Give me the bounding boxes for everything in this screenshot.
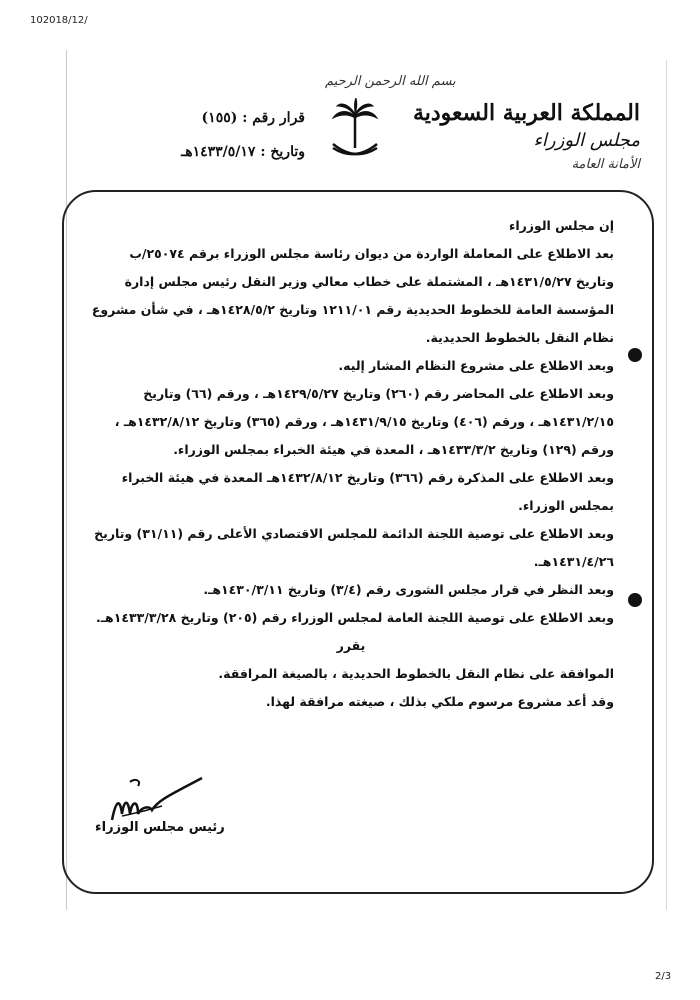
punch-hole-top [628, 348, 642, 362]
page-number: 2/3 [655, 971, 672, 982]
body-paragraph: وبعد الاطلاع على المذكرة رقم (٣٦٦) وتاريخ ١٤٣٢/٨/١٢هـ المعدة في هيئة الخبراء بمجلس الوزراء. [121, 470, 614, 513]
decision-body [88, 212, 614, 716]
kingdom-title: المملكة العربية السعودية [412, 100, 640, 126]
decision-date: وتاريخ : ١٤٣٣/٥/١٧هـ [181, 144, 305, 160]
letterhead [413, 100, 640, 172]
body-paragraph: وبعد الاطلاع على مشروع النظام المشار إليه. [338, 358, 614, 373]
body-paragraph: وبعد النظر في قرار مجلس الشورى رقم (٣/٤) وتاريخ ١٤٣٠/٣/١١هـ. [203, 582, 614, 597]
decision-number: قرار رقم : (١٥٥) [201, 110, 305, 126]
basmala: بسم الله الرحمن الرحيم [325, 74, 456, 89]
body-paragraph: وبعد الاطلاع على المحاضر رقم (٢٦٠) وتاريخ ١٤٢٩/٥/٢٧هـ ، ورقم (٦٦) وتاريخ ١٤٣١/٢/١٥هـ ، ورقم (٤٠٦) وتاريخ ١٤٣١/٩/١٥هـ ، ورقم (٣٦٥) وتاريخ ١٤٣٢/٨/١٢هـ ، ورقم (١٢٩) وتاريخ ١٤٣٣/٣/٢هـ ، المعدة في هيئة الخبراء بمجلس الوزراء. [114, 386, 614, 457]
decision-info [165, 110, 305, 178]
body-paragraph: بعد الاطلاع على المعاملة الواردة من ديوان رئاسة مجلس الوزراء برقم ٢٥٠٧٤/ب وتاريخ ١٤٣١/٥/٢٧هـ ، المشتملة على خطاب معالي وزير النقل رئيس مجلس إدارة المؤسسة العامة للخطوط الحديدية رقم ١٢١١/٠١ وتاريخ ١٤٢٨/٥/٢هـ ، في شأن مشروع نظام النقل بالخطوط الحديدية. [91, 246, 614, 345]
punch-hole-bottom [628, 593, 642, 607]
secretariat-title: الأمانة العامة [571, 157, 640, 172]
body-paragraph: وبعد الاطلاع على توصية اللجنة الدائمة للمجلس الاقتصادي الأعلى رقم (٣١/١١) وتاريخ ١٤٣١/٤/٢٦هـ. [94, 526, 614, 569]
print-header-stamp: 102018/12/ [30, 15, 88, 26]
resolution-item: وقد أعد مشروع مرسوم ملكي بذلك ، صيغته مرافقة لهذا. [265, 694, 614, 709]
palm-swords-emblem-icon [325, 98, 385, 168]
body-paragraph: إن مجلس الوزراء [508, 218, 614, 233]
scan-right-edge [666, 60, 667, 910]
decides-heading: يقرر [336, 638, 366, 653]
council-title: مجلس الوزراء [533, 130, 640, 151]
body-paragraph: وبعد الاطلاع على توصية اللجنة العامة لمجلس الوزراء رقم (٢٠٥) وتاريخ ١٤٣٣/٣/٢٨هـ. [96, 610, 614, 625]
signatory-title: رئيس مجلس الوزراء [95, 820, 225, 835]
resolution-item: الموافقة على نظام النقل بالخطوط الحديدية ، بالصيغة المرافقة. [218, 666, 614, 681]
